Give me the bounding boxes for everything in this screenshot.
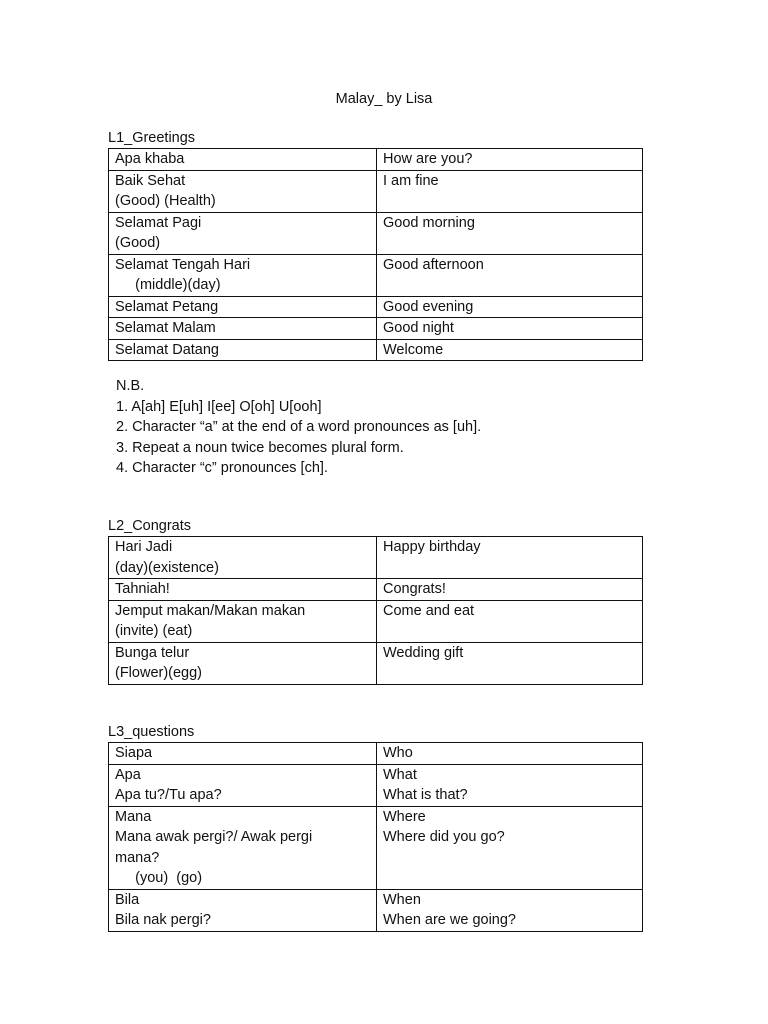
vocab-table <box>108 742 643 932</box>
table-row <box>109 642 643 684</box>
vocab-table <box>108 148 643 361</box>
english-cell: Good night <box>377 318 643 340</box>
note-line: 1. A[ah] E[uh] I[ee] O[oh] U[ooh] <box>116 398 322 415</box>
malay-cell: Selamat Pagi (Good) <box>109 212 377 254</box>
notes-block <box>116 376 481 479</box>
malay-cell: Siapa <box>109 743 377 765</box>
table-row <box>109 318 643 340</box>
section-questions <box>108 722 643 932</box>
english-cell: Happy birthday <box>377 537 643 579</box>
english-cell: Welcome <box>377 339 643 361</box>
english-cell: Come and eat <box>377 600 643 642</box>
english-cell: Who <box>377 743 643 765</box>
malay-cell: Apa khaba <box>109 149 377 171</box>
english-cell: I am fine <box>377 170 643 212</box>
note-line: 3. Repeat a noun twice becomes plural form. <box>116 439 404 456</box>
table-row <box>109 170 643 212</box>
table-row <box>109 764 643 806</box>
note-line: 2. Character “a” at the end of a word pronounces as [uh]. <box>116 419 482 435</box>
page-title: Malay_ by Lisa <box>335 91 433 107</box>
malay-cell: Apa Apa tu?/Tu apa? <box>109 764 377 806</box>
english-cell: Wedding gift <box>377 642 643 684</box>
malay-cell: Selamat Datang <box>109 339 377 361</box>
malay-cell: Selamat Tengah Hari (middle)(day) <box>109 254 377 296</box>
malay-cell: Bunga telur (Flower)(egg) <box>109 642 377 684</box>
english-cell: Good morning <box>377 212 643 254</box>
table-row <box>109 806 643 889</box>
table-row <box>109 889 643 931</box>
english-cell: When When are we going? <box>377 889 643 931</box>
english-cell: Good evening <box>377 296 643 318</box>
english-cell: Where Where did you go? <box>377 806 643 889</box>
section-heading: L3_questions <box>108 724 195 740</box>
section-congrats <box>108 516 643 685</box>
table-row <box>109 537 643 579</box>
english-cell: How are you? <box>377 149 643 171</box>
malay-cell: Bila Bila nak pergi? <box>109 889 377 931</box>
table-row <box>109 339 643 361</box>
malay-cell: Selamat Petang <box>109 296 377 318</box>
table-row <box>109 254 643 296</box>
english-cell: Congrats! <box>377 579 643 601</box>
malay-cell: Mana Mana awak pergi?/ Awak pergi mana? (you) (go) <box>109 806 377 889</box>
vocab-table <box>108 536 643 685</box>
malay-cell: Hari Jadi (day)(existence) <box>109 537 377 579</box>
table-row <box>109 212 643 254</box>
malay-cell: Tahniah! <box>109 579 377 601</box>
table-row <box>109 579 643 601</box>
section-heading: L2_Congrats <box>108 518 192 534</box>
table-row <box>109 600 643 642</box>
section-greetings <box>108 128 643 361</box>
malay-cell: Selamat Malam <box>109 318 377 340</box>
english-cell: Good afternoon <box>377 254 643 296</box>
note-line: 4. Character “c” pronounces [ch]. <box>116 460 328 476</box>
malay-cell: Jemput makan/Makan makan (invite) (eat) <box>109 600 377 642</box>
table-row <box>109 743 643 765</box>
table-row <box>109 149 643 171</box>
malay-cell: Baik Sehat (Good) (Health) <box>109 170 377 212</box>
section-heading: L1_Greetings <box>108 130 196 146</box>
table-row <box>109 296 643 318</box>
english-cell: What What is that? <box>377 764 643 806</box>
notes-heading: N.B. <box>116 378 145 394</box>
